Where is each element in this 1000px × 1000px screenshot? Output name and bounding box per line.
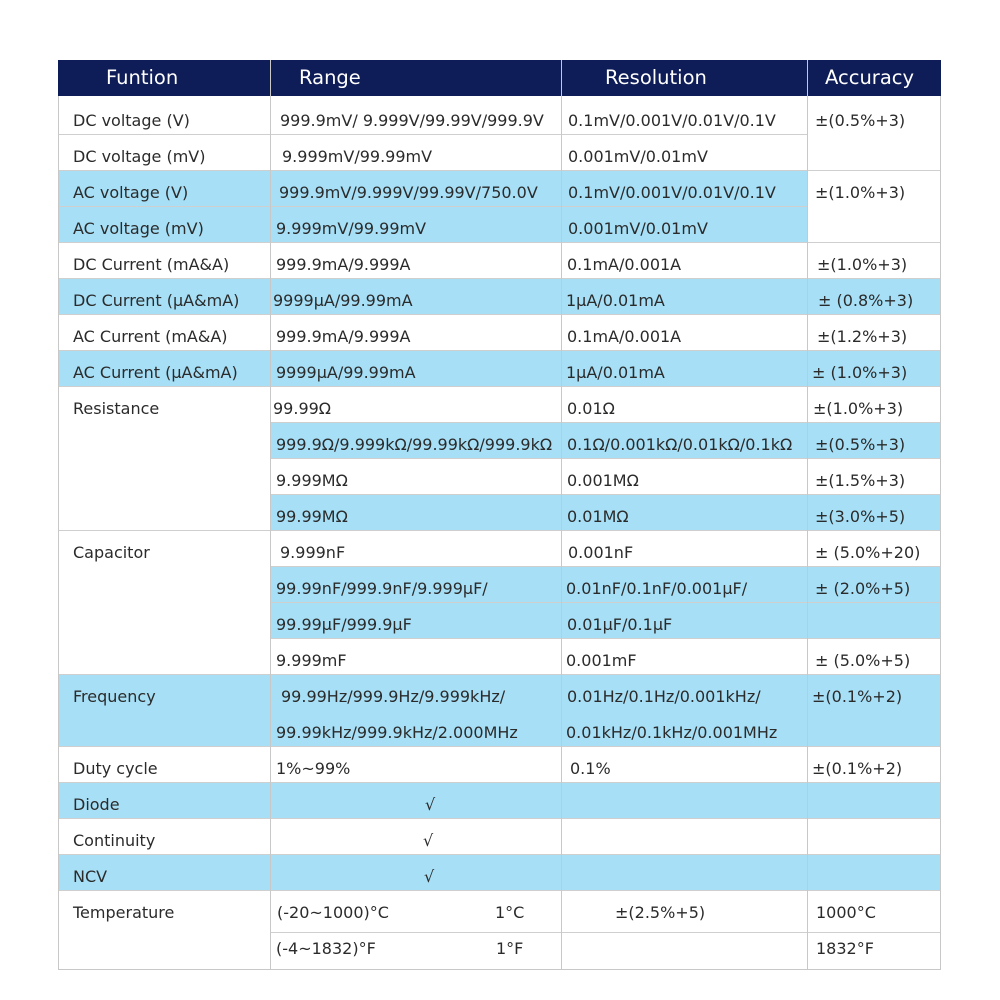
range-cell: 999.9mA/9.999A	[276, 327, 411, 346]
header-function: Funtion	[58, 60, 270, 96]
row-divider	[58, 818, 941, 819]
accuracy-cell: ±(1.5%+3)	[815, 471, 906, 490]
resolution-cell: 0.1mA/0.001A	[567, 327, 682, 346]
range-cell: 999.9mA/9.999A	[276, 255, 411, 274]
accuracy-cell: ±(1.2%+3)	[817, 327, 908, 346]
range-cell: 99.99nF/999.9nF/9.999µF/	[276, 579, 488, 598]
resolution-cell: 0.01kHz/0.1kHz/0.001MHz	[566, 723, 778, 742]
range-cell: 99.99MΩ	[276, 507, 348, 526]
header-resolution: Resolution	[562, 60, 807, 96]
range-cell: 99.99Hz/999.9Hz/9.999kHz/	[281, 687, 506, 706]
accuracy-cell: ±(3.0%+5)	[815, 507, 906, 526]
row-divider	[58, 278, 941, 279]
resolution-cell: 0.001nF	[568, 543, 634, 562]
range-cell: 99.99µF/999.9µF	[276, 615, 412, 634]
function-cell: DC Current (mA&A)	[73, 255, 230, 274]
check-mark: √	[424, 867, 435, 886]
accuracy-cell: ± (0.8%+3)	[818, 291, 914, 310]
accuracy-cell: ± (5.0%+20)	[815, 543, 921, 562]
range-resolution-cell: 1°F	[496, 939, 524, 958]
range-cell: (-20~1000)°C	[277, 903, 389, 922]
resolution-cell: 0.1Ω/0.001kΩ/0.01kΩ/0.1kΩ	[567, 435, 793, 454]
row-divider	[270, 422, 941, 423]
range-cell: 9999µA/99.99mA	[273, 291, 413, 310]
function-cell: AC Current (mA&A)	[73, 327, 228, 346]
accuracy-cell: ±(0.1%+2)	[812, 759, 903, 778]
row-divider	[58, 350, 941, 351]
accuracy-cell: 1000°C	[816, 903, 876, 922]
row-divider	[270, 458, 941, 459]
function-cell: Duty cycle	[73, 759, 158, 778]
function-cell: DC Current (µA&mA)	[73, 291, 240, 310]
row-divider	[58, 386, 941, 387]
column-separator	[561, 60, 562, 970]
column-separator	[270, 60, 271, 970]
resolution-cell: 0.01Ω	[567, 399, 615, 418]
resolution-cell: 1µA/0.01mA	[566, 291, 665, 310]
accuracy-cell: 1832°F	[816, 939, 874, 958]
row-divider	[270, 494, 941, 495]
row-divider	[58, 746, 941, 747]
row-divider	[58, 782, 941, 783]
function-cell: AC voltage (V)	[73, 183, 189, 202]
row-divider	[58, 530, 941, 531]
resolution-cell: 0.01µF/0.1µF	[567, 615, 673, 634]
range-cell: 9.999mV/99.99mV	[276, 219, 427, 238]
range-cell: 99.99kHz/999.9kHz/2.000MHz	[276, 723, 518, 742]
row-divider	[58, 674, 941, 675]
range-resolution-cell: 1°C	[495, 903, 525, 922]
function-cell: Capacitor	[73, 543, 150, 562]
range-cell: 999.9Ω/9.999kΩ/99.99kΩ/999.9kΩ	[276, 435, 553, 454]
row-divider	[58, 206, 808, 207]
check-mark: √	[425, 795, 436, 814]
range-cell: 9999µA/99.99mA	[276, 363, 416, 382]
function-cell: Temperature	[73, 903, 175, 922]
row-divider	[58, 242, 941, 243]
accuracy-cell: ± (1.0%+3)	[812, 363, 908, 382]
check-mark: √	[423, 831, 434, 850]
accuracy-cell: ±(1.0%+3)	[815, 183, 906, 202]
resolution-cell: 0.001mV/0.01mV	[568, 219, 708, 238]
resolution-cell: 0.001mF	[566, 651, 637, 670]
header-range: Range	[271, 60, 561, 96]
range-cell: 9.999nF	[280, 543, 346, 562]
row-divider	[58, 854, 941, 855]
range-cell: (-4~1832)°F	[276, 939, 376, 958]
function-cell: Frequency	[73, 687, 156, 706]
range-cell: 999.9mV/ 9.999V/99.99V/999.9V	[280, 111, 544, 130]
highlight-band	[58, 854, 941, 890]
column-separator	[807, 60, 808, 970]
resolution-cell: 0.1%	[570, 759, 611, 778]
row-divider	[270, 566, 941, 567]
row-divider	[58, 134, 808, 135]
header-accuracy: Accuracy	[808, 60, 941, 96]
resolution-cell: 0.001mV/0.01mV	[568, 147, 708, 166]
function-cell: Diode	[73, 795, 120, 814]
range-cell: 9.999mV/99.99mV	[282, 147, 433, 166]
accuracy-cell: ±(1.0%+3)	[817, 255, 908, 274]
resolution-cell: 0.1mV/0.001V/0.01V/0.1V	[568, 111, 776, 130]
range-cell: 999.9mV/9.999V/99.99V/750.0V	[279, 183, 538, 202]
function-cell: Resistance	[73, 399, 160, 418]
range-cell: 9.999mF	[276, 651, 347, 670]
table-border-bottom	[58, 969, 941, 970]
function-cell: DC voltage (V)	[73, 111, 190, 130]
resolution-cell: 0.01Hz/0.1Hz/0.001kHz/	[567, 687, 761, 706]
accuracy-cell: ± (5.0%+5)	[815, 651, 911, 670]
range-cell: 1%~99%	[276, 759, 351, 778]
table-border-right	[940, 96, 941, 970]
row-divider	[58, 314, 941, 315]
highlight-band	[58, 782, 941, 818]
table-border-left	[58, 96, 59, 970]
accuracy-cell: ±(1.0%+3)	[813, 399, 904, 418]
accuracy-cell: ± (2.0%+5)	[815, 579, 911, 598]
accuracy-cell: ±(0.5%+3)	[815, 435, 906, 454]
accuracy-cell: ±(0.5%+3)	[815, 111, 906, 130]
resolution-cell: 0.1mV/0.001V/0.01V/0.1V	[568, 183, 776, 202]
spec-table	[58, 60, 941, 970]
resolution-cell: ±(2.5%+5)	[615, 903, 706, 922]
row-divider	[270, 638, 941, 639]
row-divider	[58, 890, 941, 891]
function-cell: Continuity	[73, 831, 156, 850]
resolution-cell: 0.1mA/0.001A	[567, 255, 682, 274]
range-cell: 99.99Ω	[273, 399, 332, 418]
resolution-cell: 0.01nF/0.1nF/0.001µF/	[566, 579, 748, 598]
resolution-cell: 0.01MΩ	[567, 507, 629, 526]
function-cell: DC voltage (mV)	[73, 147, 206, 166]
row-divider	[270, 932, 941, 933]
resolution-cell: 1µA/0.01mA	[566, 363, 665, 382]
row-divider	[58, 170, 941, 171]
function-cell: AC Current (µA&mA)	[73, 363, 238, 382]
resolution-cell: 0.001MΩ	[567, 471, 639, 490]
function-cell: AC voltage (mV)	[73, 219, 204, 238]
range-cell: 9.999MΩ	[276, 471, 348, 490]
function-cell: NCV	[73, 867, 108, 886]
row-divider	[270, 602, 941, 603]
accuracy-cell: ±(0.1%+2)	[812, 687, 903, 706]
